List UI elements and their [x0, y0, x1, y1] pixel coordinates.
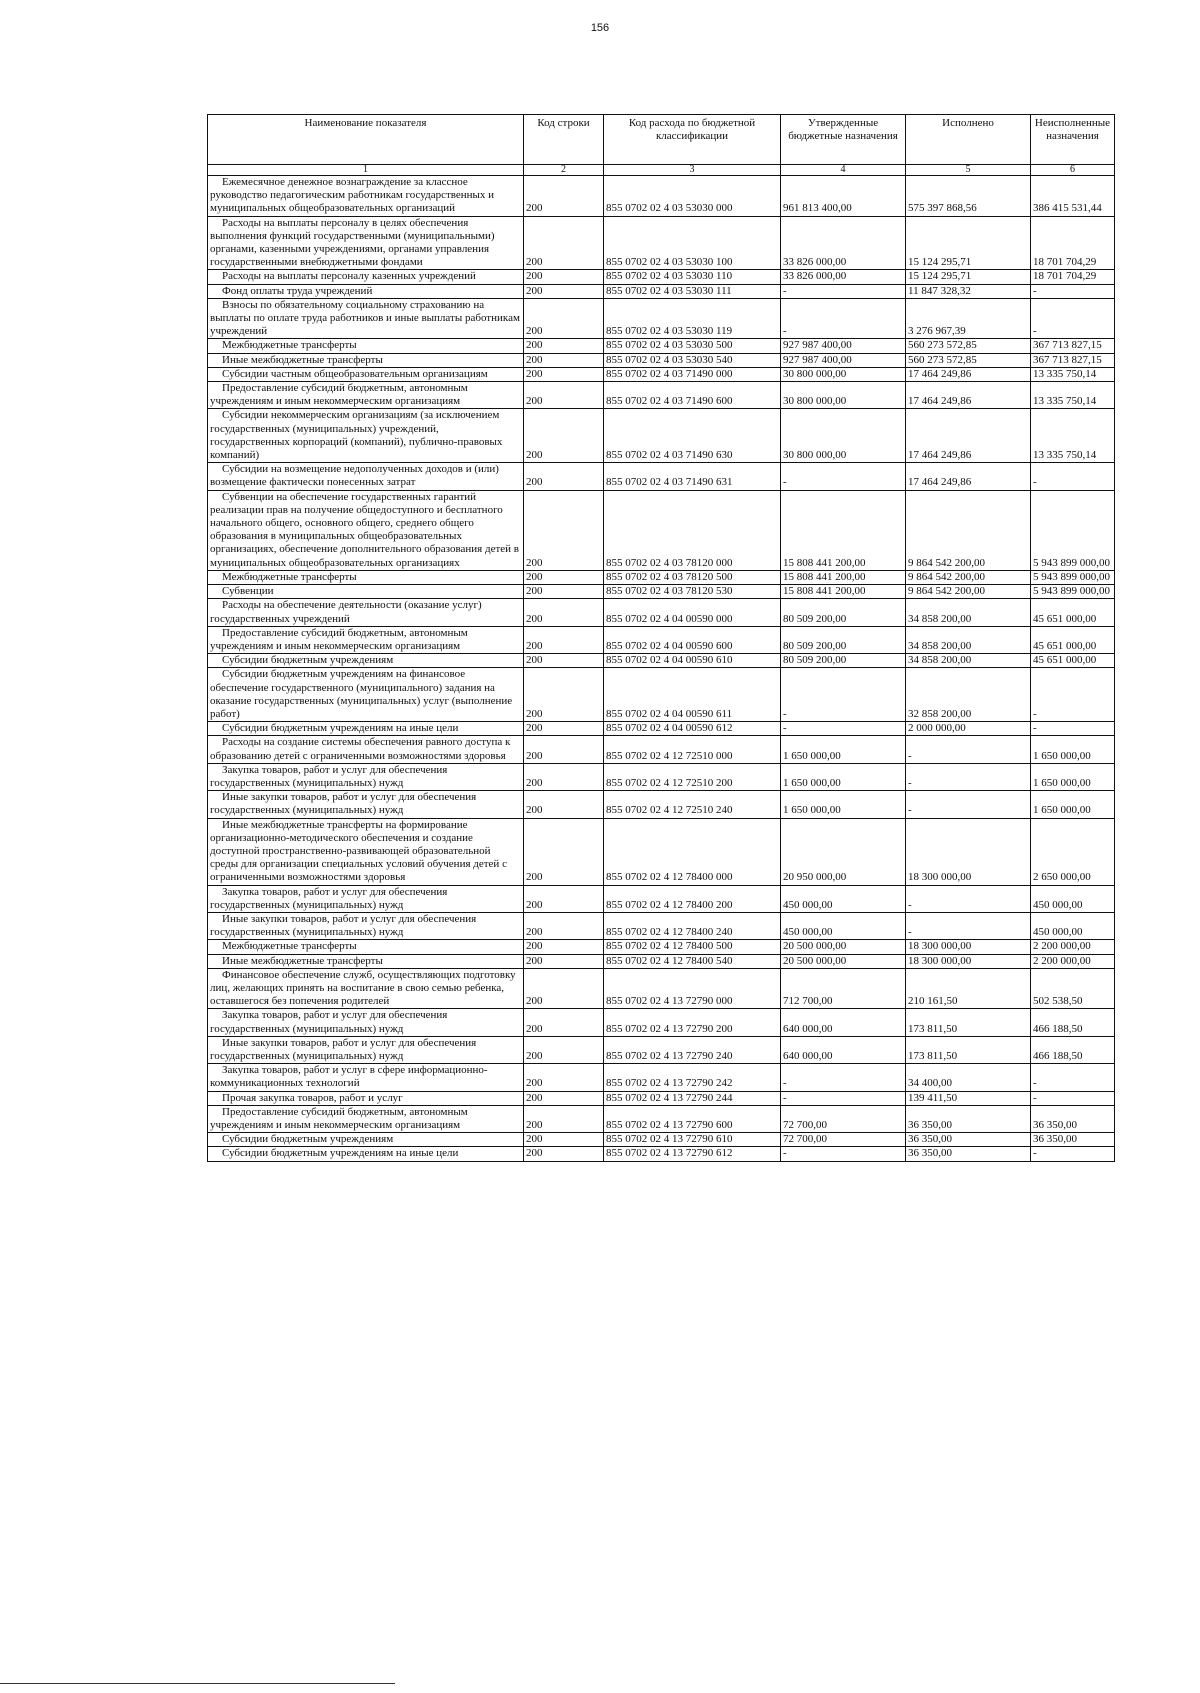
row-unexecuted-amount: 45 651 000,00: [1031, 654, 1115, 668]
row-expense-code: 855 0702 02 4 03 71490 000: [604, 367, 781, 381]
table-row: [208, 763, 1115, 790]
row-indicator-name: Субсидии бюджетным учреждениям на иные цели: [208, 722, 524, 736]
row-unexecuted-amount: -: [1031, 1091, 1115, 1105]
row-approved-amount: 1 650 000,00: [781, 736, 906, 763]
row-line-code: 200: [524, 353, 604, 367]
header-line-code: Код строки: [524, 115, 604, 165]
table-row: [208, 626, 1115, 653]
table-row: [208, 654, 1115, 668]
row-executed-amount: 34 400,00: [906, 1064, 1031, 1091]
table-row: [208, 298, 1115, 339]
table-row: [208, 1009, 1115, 1036]
row-expense-code: 855 0702 02 4 04 00590 600: [604, 626, 781, 653]
row-approved-amount: 640 000,00: [781, 1009, 906, 1036]
row-indicator-name: Закупка товаров, работ и услуг для обеспечения государственных (муниципальных) нужд: [208, 763, 524, 790]
row-unexecuted-amount: 13 335 750,14: [1031, 367, 1115, 381]
row-approved-amount: 712 700,00: [781, 968, 906, 1009]
row-indicator-name: Финансовое обеспечение служб, осуществляющих подготовку лиц, желающих принять на воспитание в свою семью ребенка, оставшегося без попечения родителей: [208, 968, 524, 1009]
row-approved-amount: -: [781, 1091, 906, 1105]
column-number: 6: [1031, 165, 1115, 176]
row-executed-amount: 560 273 572,85: [906, 339, 1031, 353]
row-unexecuted-amount: 466 188,50: [1031, 1009, 1115, 1036]
row-executed-amount: 15 124 295,71: [906, 270, 1031, 284]
row-unexecuted-amount: 1 650 000,00: [1031, 736, 1115, 763]
row-expense-code: 855 0702 02 4 12 72510 200: [604, 763, 781, 790]
row-unexecuted-amount: 18 701 704,29: [1031, 216, 1115, 270]
table-row: [208, 668, 1115, 722]
row-executed-amount: 18 300 000,00: [906, 940, 1031, 954]
table-row: [208, 353, 1115, 367]
row-executed-amount: -: [906, 885, 1031, 912]
row-executed-amount: 173 811,50: [906, 1036, 1031, 1063]
footer-divider: [0, 1683, 395, 1684]
row-unexecuted-amount: -: [1031, 722, 1115, 736]
table-row: [208, 818, 1115, 885]
row-expense-code: 855 0702 02 4 13 72790 600: [604, 1105, 781, 1132]
row-indicator-name: Межбюджетные трансферты: [208, 570, 524, 584]
row-executed-amount: 9 864 542 200,00: [906, 585, 1031, 599]
row-indicator-name: Субвенции на обеспечение государственных гарантий реализации прав на получение общедоступного и бесплатного начального общего, основного общего, среднего общего образования в муниципальных общеобразовательных организациях, обеспечение дополнительного образования детей в муниципальных общеобразовательных организациях: [208, 490, 524, 570]
row-line-code: 200: [524, 954, 604, 968]
row-indicator-name: Предоставление субсидий бюджетным, автономным учреждениям и иным некоммерческим организациям: [208, 382, 524, 409]
row-unexecuted-amount: -: [1031, 298, 1115, 339]
table-row: [208, 1105, 1115, 1132]
row-expense-code: 855 0702 02 4 12 78400 200: [604, 885, 781, 912]
row-expense-code: 855 0702 02 4 12 78400 540: [604, 954, 781, 968]
row-executed-amount: 9 864 542 200,00: [906, 570, 1031, 584]
row-executed-amount: 34 858 200,00: [906, 599, 1031, 626]
row-unexecuted-amount: 36 350,00: [1031, 1133, 1115, 1147]
row-expense-code: 855 0702 02 4 12 78400 240: [604, 912, 781, 939]
table-row: [208, 339, 1115, 353]
row-line-code: 200: [524, 736, 604, 763]
row-line-code: 200: [524, 791, 604, 818]
row-unexecuted-amount: 5 943 899 000,00: [1031, 570, 1115, 584]
row-expense-code: 855 0702 02 4 03 53030 110: [604, 270, 781, 284]
row-line-code: 200: [524, 599, 604, 626]
row-executed-amount: 560 273 572,85: [906, 353, 1031, 367]
row-line-code: 200: [524, 722, 604, 736]
table-row: [208, 463, 1115, 490]
row-executed-amount: 18 300 000,00: [906, 954, 1031, 968]
table-row: [208, 409, 1115, 463]
header-executed: Исполнено: [906, 115, 1031, 165]
row-expense-code: 855 0702 02 4 04 00590 610: [604, 654, 781, 668]
row-approved-amount: 961 813 400,00: [781, 176, 906, 217]
row-unexecuted-amount: 2 200 000,00: [1031, 954, 1115, 968]
row-indicator-name: Субсидии бюджетным учреждениям на финансовое обеспечение государственного (муниципального) задания на оказание государственных (муниципальных) услуг (выполнение работ): [208, 668, 524, 722]
row-indicator-name: Фонд оплаты труда учреждений: [208, 284, 524, 298]
row-expense-code: 855 0702 02 4 03 53030 500: [604, 339, 781, 353]
row-approved-amount: 450 000,00: [781, 885, 906, 912]
row-expense-code: 855 0702 02 4 04 00590 611: [604, 668, 781, 722]
table-body: [208, 176, 1115, 1162]
row-indicator-name: Предоставление субсидий бюджетным, автономным учреждениям и иным некоммерческим организациям: [208, 1105, 524, 1132]
row-unexecuted-amount: 367 713 827,15: [1031, 339, 1115, 353]
row-line-code: 200: [524, 1009, 604, 1036]
table-row: [208, 284, 1115, 298]
row-approved-amount: 20 500 000,00: [781, 940, 906, 954]
row-approved-amount: 80 509 200,00: [781, 626, 906, 653]
row-unexecuted-amount: 450 000,00: [1031, 912, 1115, 939]
row-approved-amount: 80 509 200,00: [781, 599, 906, 626]
table-row: [208, 736, 1115, 763]
row-approved-amount: 15 808 441 200,00: [781, 570, 906, 584]
row-indicator-name: Иные закупки товаров, работ и услуг для обеспечения государственных (муниципальных) нужд: [208, 791, 524, 818]
row-approved-amount: 30 800 000,00: [781, 367, 906, 381]
row-indicator-name: Субсидии на возмещение недополученных доходов и (или) возмещение фактически понесенных затрат: [208, 463, 524, 490]
row-expense-code: 855 0702 02 4 13 72790 242: [604, 1064, 781, 1091]
row-executed-amount: -: [906, 791, 1031, 818]
row-unexecuted-amount: 13 335 750,14: [1031, 409, 1115, 463]
row-unexecuted-amount: 13 335 750,14: [1031, 382, 1115, 409]
row-executed-amount: -: [906, 763, 1031, 790]
row-expense-code: 855 0702 02 4 13 72790 244: [604, 1091, 781, 1105]
row-expense-code: 855 0702 02 4 03 71490 630: [604, 409, 781, 463]
row-executed-amount: 36 350,00: [906, 1105, 1031, 1132]
row-line-code: 200: [524, 382, 604, 409]
row-expense-code: 855 0702 02 4 12 78400 500: [604, 940, 781, 954]
row-executed-amount: 17 464 249,86: [906, 463, 1031, 490]
row-line-code: 200: [524, 1147, 604, 1161]
row-expense-code: 855 0702 02 4 13 72790 200: [604, 1009, 781, 1036]
row-indicator-name: Субсидии бюджетным учреждениям: [208, 654, 524, 668]
column-number: 4: [781, 165, 906, 176]
column-number: 2: [524, 165, 604, 176]
row-unexecuted-amount: 18 701 704,29: [1031, 270, 1115, 284]
row-unexecuted-amount: 5 943 899 000,00: [1031, 490, 1115, 570]
row-line-code: 200: [524, 409, 604, 463]
table-row: [208, 1064, 1115, 1091]
row-indicator-name: Иные закупки товаров, работ и услуг для обеспечения государственных (муниципальных) нужд: [208, 912, 524, 939]
row-indicator-name: Иные закупки товаров, работ и услуг для обеспечения государственных (муниципальных) нужд: [208, 1036, 524, 1063]
header-approved: Утвержденные бюджетные назначения: [781, 115, 906, 165]
row-unexecuted-amount: -: [1031, 463, 1115, 490]
table-row: [208, 1147, 1115, 1161]
row-line-code: 200: [524, 298, 604, 339]
row-executed-amount: 3 276 967,39: [906, 298, 1031, 339]
table-row: [208, 490, 1115, 570]
row-indicator-name: Иные межбюджетные трансферты: [208, 353, 524, 367]
table-row: [208, 954, 1115, 968]
row-approved-amount: -: [781, 298, 906, 339]
row-executed-amount: 18 300 000,00: [906, 818, 1031, 885]
row-executed-amount: 11 847 328,32: [906, 284, 1031, 298]
row-executed-amount: 9 864 542 200,00: [906, 490, 1031, 570]
column-number: 5: [906, 165, 1031, 176]
row-approved-amount: 72 700,00: [781, 1133, 906, 1147]
row-indicator-name: Субсидии некоммерческим организациям (за исключением государственных (муниципальных) учреждений, государственных корпораций (компаний), публично-правовых компаний): [208, 409, 524, 463]
table-row: [208, 1133, 1115, 1147]
row-line-code: 200: [524, 1064, 604, 1091]
table-row: [208, 570, 1115, 584]
row-expense-code: 855 0702 02 4 04 00590 000: [604, 599, 781, 626]
row-line-code: 200: [524, 968, 604, 1009]
row-indicator-name: Межбюджетные трансферты: [208, 940, 524, 954]
row-expense-code: 855 0702 02 4 04 00590 612: [604, 722, 781, 736]
row-line-code: 200: [524, 585, 604, 599]
row-unexecuted-amount: 45 651 000,00: [1031, 599, 1115, 626]
row-line-code: 200: [524, 339, 604, 353]
row-indicator-name: Субвенции: [208, 585, 524, 599]
row-unexecuted-amount: 36 350,00: [1031, 1105, 1115, 1132]
row-approved-amount: 33 826 000,00: [781, 216, 906, 270]
row-expense-code: 855 0702 02 4 12 78400 000: [604, 818, 781, 885]
row-line-code: 200: [524, 284, 604, 298]
row-unexecuted-amount: -: [1031, 668, 1115, 722]
row-executed-amount: 2 000 000,00: [906, 722, 1031, 736]
row-approved-amount: 30 800 000,00: [781, 382, 906, 409]
row-unexecuted-amount: 502 538,50: [1031, 968, 1115, 1009]
row-indicator-name: Иные межбюджетные трансферты: [208, 954, 524, 968]
row-line-code: 200: [524, 1036, 604, 1063]
row-approved-amount: 20 500 000,00: [781, 954, 906, 968]
row-indicator-name: Субсидии бюджетным учреждениям: [208, 1133, 524, 1147]
table-row: [208, 585, 1115, 599]
row-expense-code: 855 0702 02 4 13 72790 240: [604, 1036, 781, 1063]
row-line-code: 200: [524, 1133, 604, 1147]
row-approved-amount: 33 826 000,00: [781, 270, 906, 284]
row-line-code: 200: [524, 626, 604, 653]
row-line-code: 200: [524, 885, 604, 912]
row-expense-code: 855 0702 02 4 12 72510 240: [604, 791, 781, 818]
row-unexecuted-amount: 5 943 899 000,00: [1031, 585, 1115, 599]
row-executed-amount: 139 411,50: [906, 1091, 1031, 1105]
table-row: [208, 885, 1115, 912]
row-line-code: 200: [524, 490, 604, 570]
row-approved-amount: 72 700,00: [781, 1105, 906, 1132]
row-approved-amount: 15 808 441 200,00: [781, 585, 906, 599]
row-expense-code: 855 0702 02 4 03 78120 000: [604, 490, 781, 570]
row-unexecuted-amount: 1 650 000,00: [1031, 763, 1115, 790]
row-executed-amount: -: [906, 736, 1031, 763]
row-expense-code: 855 0702 02 4 13 72790 000: [604, 968, 781, 1009]
table-row: [208, 382, 1115, 409]
row-executed-amount: 34 858 200,00: [906, 654, 1031, 668]
row-expense-code: 855 0702 02 4 13 72790 612: [604, 1147, 781, 1161]
budget-execution-table: [207, 114, 1115, 1162]
row-approved-amount: 927 987 400,00: [781, 353, 906, 367]
row-line-code: 200: [524, 668, 604, 722]
row-unexecuted-amount: 2 650 000,00: [1031, 818, 1115, 885]
row-unexecuted-amount: 386 415 531,44: [1031, 176, 1115, 217]
row-line-code: 200: [524, 463, 604, 490]
row-unexecuted-amount: -: [1031, 1064, 1115, 1091]
row-expense-code: 855 0702 02 4 03 53030 000: [604, 176, 781, 217]
row-executed-amount: 173 811,50: [906, 1009, 1031, 1036]
header-expense-code: Код расхода по бюджетной классификации: [604, 115, 781, 165]
table-row: [208, 599, 1115, 626]
row-expense-code: 855 0702 02 4 03 53030 119: [604, 298, 781, 339]
table-row: [208, 912, 1115, 939]
row-indicator-name: Закупка товаров, работ и услуг для обеспечения государственных (муниципальных) нужд: [208, 885, 524, 912]
table-row: [208, 940, 1115, 954]
row-unexecuted-amount: -: [1031, 284, 1115, 298]
row-approved-amount: -: [781, 284, 906, 298]
row-approved-amount: -: [781, 463, 906, 490]
row-unexecuted-amount: 1 650 000,00: [1031, 791, 1115, 818]
row-indicator-name: Расходы на обеспечение деятельности (оказание услуг) государственных учреждений: [208, 599, 524, 626]
row-indicator-name: Прочая закупка товаров, работ и услуг: [208, 1091, 524, 1105]
row-executed-amount: 32 858 200,00: [906, 668, 1031, 722]
row-line-code: 200: [524, 940, 604, 954]
table-row: [208, 270, 1115, 284]
row-indicator-name: Субсидии частным общеобразовательным организациям: [208, 367, 524, 381]
header-indicator-name: Наименование показателя: [208, 115, 524, 165]
row-expense-code: 855 0702 02 4 03 71490 600: [604, 382, 781, 409]
row-line-code: 200: [524, 570, 604, 584]
row-executed-amount: 210 161,50: [906, 968, 1031, 1009]
row-unexecuted-amount: 367 713 827,15: [1031, 353, 1115, 367]
table-row: [208, 367, 1115, 381]
row-approved-amount: 15 808 441 200,00: [781, 490, 906, 570]
row-unexecuted-amount: 450 000,00: [1031, 885, 1115, 912]
table-row: [208, 176, 1115, 217]
row-executed-amount: 17 464 249,86: [906, 382, 1031, 409]
table-header-row: [208, 115, 1115, 165]
page-number: 156: [590, 22, 610, 34]
table-row: [208, 216, 1115, 270]
row-unexecuted-amount: 45 651 000,00: [1031, 626, 1115, 653]
row-expense-code: 855 0702 02 4 03 53030 540: [604, 353, 781, 367]
row-unexecuted-amount: -: [1031, 1147, 1115, 1161]
column-number-row: [208, 165, 1115, 176]
row-line-code: 200: [524, 654, 604, 668]
row-approved-amount: 450 000,00: [781, 912, 906, 939]
row-indicator-name: Взносы по обязательному социальному страхованию на выплаты по оплате труда работников и иные выплаты работникам учреждений: [208, 298, 524, 339]
row-approved-amount: 30 800 000,00: [781, 409, 906, 463]
row-approved-amount: -: [781, 1147, 906, 1161]
row-line-code: 200: [524, 216, 604, 270]
row-approved-amount: 80 509 200,00: [781, 654, 906, 668]
row-unexecuted-amount: 2 200 000,00: [1031, 940, 1115, 954]
row-expense-code: 855 0702 02 4 03 53030 111: [604, 284, 781, 298]
row-expense-code: 855 0702 02 4 03 71490 631: [604, 463, 781, 490]
row-indicator-name: Ежемесячное денежное вознаграждение за классное руководство педагогическим работникам государственных и муниципальных общеобразовательных организаций: [208, 176, 524, 217]
row-expense-code: 855 0702 02 4 03 78120 530: [604, 585, 781, 599]
row-unexecuted-amount: 466 188,50: [1031, 1036, 1115, 1063]
row-approved-amount: 1 650 000,00: [781, 791, 906, 818]
row-line-code: 200: [524, 1091, 604, 1105]
row-line-code: 200: [524, 1105, 604, 1132]
row-indicator-name: Расходы на выплаты персоналу казенных учреждений: [208, 270, 524, 284]
row-executed-amount: 17 464 249,86: [906, 409, 1031, 463]
table-row: [208, 791, 1115, 818]
row-line-code: 200: [524, 818, 604, 885]
row-expense-code: 855 0702 02 4 13 72790 610: [604, 1133, 781, 1147]
row-line-code: 200: [524, 763, 604, 790]
row-expense-code: 855 0702 02 4 03 78120 500: [604, 570, 781, 584]
row-executed-amount: 15 124 295,71: [906, 216, 1031, 270]
row-executed-amount: 575 397 868,56: [906, 176, 1031, 217]
table-row: [208, 1036, 1115, 1063]
row-indicator-name: Иные межбюджетные трансферты на формирование организационно-методического обеспечения и создание доступной пространственно-развивающей образовательной среды для организации специальных условий обучения детей с ограниченными возможностями здоровья: [208, 818, 524, 885]
row-indicator-name: Расходы на создание системы обеспечения равного доступа к образованию детей с ограниченными возможностями здоровья: [208, 736, 524, 763]
table-row: [208, 722, 1115, 736]
row-approved-amount: -: [781, 722, 906, 736]
column-number: 1: [208, 165, 524, 176]
row-approved-amount: 640 000,00: [781, 1036, 906, 1063]
row-executed-amount: -: [906, 912, 1031, 939]
row-indicator-name: Закупка товаров, работ и услуг в сфере информационно-коммуникационных технологий: [208, 1064, 524, 1091]
row-indicator-name: Закупка товаров, работ и услуг для обеспечения государственных (муниципальных) нужд: [208, 1009, 524, 1036]
table-row: [208, 1091, 1115, 1105]
row-indicator-name: Расходы на выплаты персоналу в целях обеспечения выполнения функций государственными (муниципальными) органами, казенными учреждениями, органами управления государственными внебюджетными фондами: [208, 216, 524, 270]
row-line-code: 200: [524, 367, 604, 381]
row-approved-amount: -: [781, 668, 906, 722]
table-row: [208, 968, 1115, 1009]
row-approved-amount: 20 950 000,00: [781, 818, 906, 885]
column-number: 3: [604, 165, 781, 176]
row-indicator-name: Предоставление субсидий бюджетным, автономным учреждениям и иным некоммерческим организациям: [208, 626, 524, 653]
row-indicator-name: Субсидии бюджетным учреждениям на иные цели: [208, 1147, 524, 1161]
row-executed-amount: 36 350,00: [906, 1147, 1031, 1161]
row-expense-code: 855 0702 02 4 03 53030 100: [604, 216, 781, 270]
row-executed-amount: 34 858 200,00: [906, 626, 1031, 653]
row-expense-code: 855 0702 02 4 12 72510 000: [604, 736, 781, 763]
row-indicator-name: Межбюджетные трансферты: [208, 339, 524, 353]
row-approved-amount: 927 987 400,00: [781, 339, 906, 353]
row-approved-amount: -: [781, 1064, 906, 1091]
row-line-code: 200: [524, 912, 604, 939]
header-unexecuted: Неисполненные назначения: [1031, 115, 1115, 165]
row-line-code: 200: [524, 270, 604, 284]
row-approved-amount: 1 650 000,00: [781, 763, 906, 790]
row-executed-amount: 36 350,00: [906, 1133, 1031, 1147]
row-executed-amount: 17 464 249,86: [906, 367, 1031, 381]
row-line-code: 200: [524, 176, 604, 217]
